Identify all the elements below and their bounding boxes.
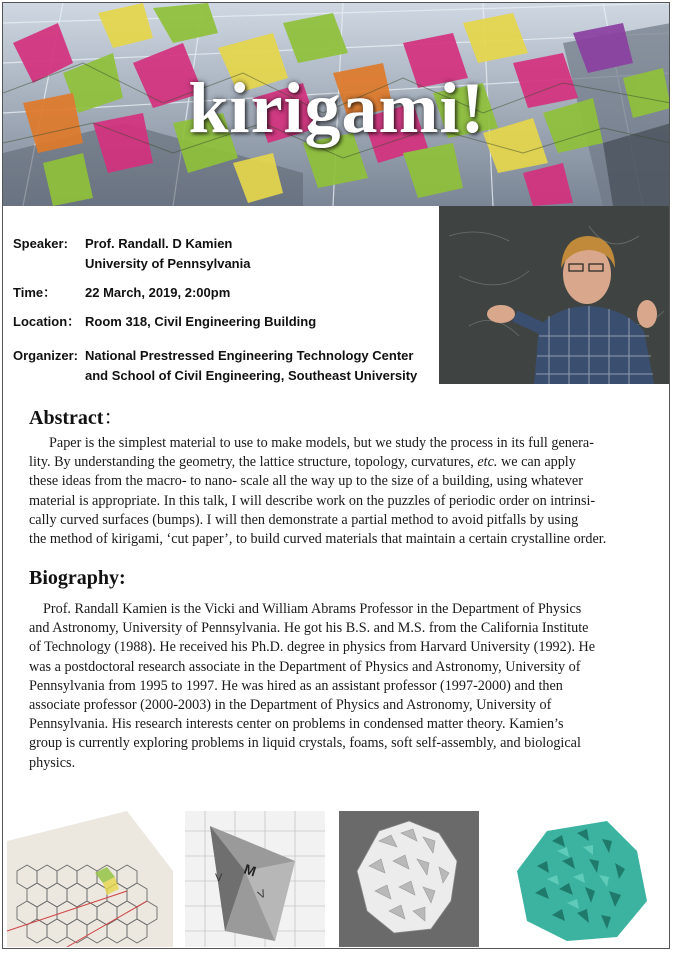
abstract-etc: etc.: [477, 454, 498, 471]
abstract-line: these ideas from the macro- to nano- scale all the way up to the size of a building, using whatever: [29, 473, 583, 490]
organizer-line2: and School of Civil Engineering, Southeast University: [85, 368, 418, 383]
speaker-label: Speaker:: [13, 236, 68, 251]
biography-line: Prof. Randall Kamien is the Vicki and William Abrams Professor in the Department of Physics: [43, 601, 582, 617]
biography-heading: Biography:: [29, 567, 126, 589]
location-value: Room 318, Civil Engineering Building: [85, 314, 317, 329]
abstract-line: cally curved surfaces (bumps). I will then demonstrate a partial method to avoid pitfalls by using: [29, 511, 579, 528]
speaker-photo-image: [439, 206, 670, 384]
abstract-heading: [29, 401, 123, 430]
biography-line: physics.: [29, 754, 76, 771]
banner-title: kirigami!: [188, 68, 486, 148]
abstract-line-part: we can apply: [497, 454, 576, 471]
biography-line: associate professor (2000-2003) in the Department of Physics and Astronomy, University of: [29, 697, 552, 714]
time-label: Time：: [13, 285, 57, 300]
speaker-affiliation: University of Pennsylvania: [85, 256, 251, 271]
abstract-line: Paper is the simplest material to use to make models, but we study the process in its full genera-: [49, 435, 594, 451]
biography-line: and Astronomy, University of Pennsylvania. He got his B.S. and M.S. from the California Institute: [29, 620, 589, 637]
time-value: 22 March, 2019, 2:00pm: [85, 285, 231, 300]
gallery-image-folded-cone: [185, 811, 325, 947]
location-row: [13, 312, 443, 332]
speaker-row: [13, 234, 443, 274]
organizer-label: Organizer:: [13, 348, 79, 363]
gallery-letter-v: V: [256, 887, 268, 902]
biography-line: of Technology (1988). He received his Ph.D. degree in physics from Harvard University (1992). He: [29, 639, 596, 656]
gallery-letter-v: V: [215, 872, 223, 884]
biography-text: [29, 600, 669, 773]
abstract-line: the method of kirigami, ‘cut paper’, to build curved materials that maintain a certain crystalline order.: [29, 531, 607, 548]
abstract-line-part: lity. By understanding the geometry, the lattice structure, topology, curvatures,: [29, 454, 478, 471]
biography-line: Pennsylvania. His research interests center on problems in condensed matter theory. Kamien’s: [29, 716, 564, 733]
gallery-letter-m: M: [242, 860, 259, 880]
biography-line: group is currently exploring problems in liquid crystals, foams, soft self-assembly, and biological: [29, 735, 581, 752]
location-label: Location：: [13, 314, 81, 329]
abstract-heading-text: Abstract: [29, 407, 104, 429]
organizer-line1: National Prestressed Engineering Technology Center: [85, 348, 414, 363]
gallery-image-hex-sheet: [7, 811, 173, 947]
abstract-text: [29, 434, 669, 549]
poster: [2, 2, 670, 949]
time-row: [13, 283, 443, 303]
abstract-line: [29, 453, 669, 472]
speaker-name: Prof. Randall. D Kamien: [85, 236, 233, 251]
gallery-image-white-dome: [339, 811, 479, 947]
abstract-heading-colon: ：: [103, 407, 124, 429]
event-info: [13, 234, 443, 386]
speaker-photo: [439, 206, 670, 384]
gallery-image-teal-structure: [497, 811, 657, 947]
biography-line: was a postdoctoral research associate in the Department of Physics and Astronomy, University of: [29, 658, 581, 675]
kirigami-banner: [3, 3, 670, 206]
abstract-line: material is appropriate. In this talk, I will describe work on the puzzles of periodic order on intrinsi-: [29, 492, 596, 509]
biography-line: Pennsylvania from 1995 to 1997. He was hired as an assistant professor (1997-2000) and then: [29, 677, 563, 694]
organizer-row: [13, 346, 443, 386]
